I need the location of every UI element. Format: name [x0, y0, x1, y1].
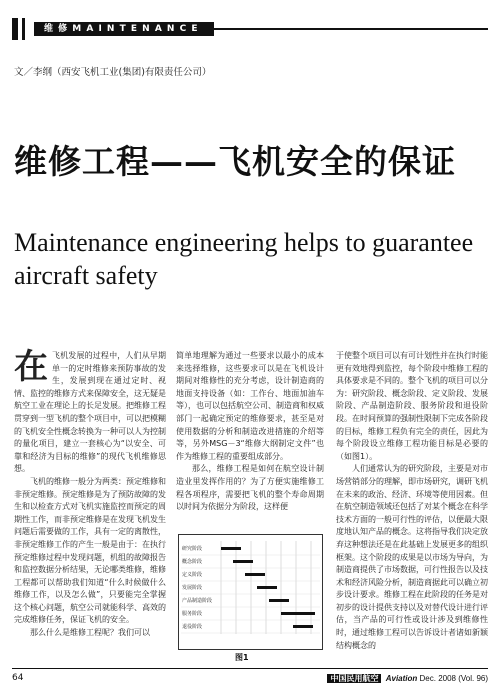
- paragraph: 飞机的维修一般分为两类：预定维修和非预定维修。预定维修是为了预防故障的发生和以检查方式对飞机实施监控而预定的周期性工作，而非预定维修是在发现飞机发生问题后需要做的工作，具有一定的离散性，非预定维修工作的产生一般是由于：在执行预定维修过程中发现问题，机组的故障报告和监控数据分析结果，无论哪类维修，维修工程都可以帮助我们知道“什么时候做什么维修工作，以及怎么做”，只要能完全掌握这个核心问题，航空公司就能科学、高效的完成维修任务，保证飞机的安全。: [14, 476, 166, 625]
- paragraph: 那么什么是维修工程呢？我们可以: [30, 628, 150, 638]
- issue-info: Dec. 2008 (Vol. 96): [419, 674, 488, 683]
- phase-bar: [269, 599, 289, 602]
- phase-label: 退役阶段: [182, 624, 203, 630]
- figure-caption: 图1: [235, 653, 249, 662]
- footer-masthead: [327, 673, 488, 684]
- phase-label: 服务阶段: [182, 611, 203, 617]
- phase-label: 发展阶段: [182, 585, 203, 591]
- column-1: [14, 347, 166, 640]
- phase-label: 概念阶段: [182, 559, 203, 565]
- title-english: Maintenance engineering helps to guarantee aircraft safety: [14, 228, 474, 290]
- phase-bar: [221, 547, 241, 550]
- phase-bar: [257, 586, 277, 589]
- header-rule: [214, 28, 488, 30]
- column-3: [336, 350, 488, 652]
- column-2: [176, 350, 324, 514]
- magazine-name: 中国民用航空: [327, 674, 381, 683]
- phase-bar: [293, 625, 313, 628]
- gantt-chart: [179, 535, 322, 649]
- magazine-brand: Aviation: [385, 674, 418, 683]
- paragraph: 简单地理解为通过一些要求以最小的成本来选择维修，这些要求可以是在飞机设计期间对维修性的充分考虑，设计制造商的地面支持设备（如：工作台、地面加油车等），也可以包括航空公司、制造商和权威部门一起确定预定的维修要求，甚至是对使用数据的分析和制造改进措施的介绍等等，另外MSG－3“维修大纲制定文件”也作为维修工程的重要组成部分。: [176, 351, 324, 461]
- page-number: 64: [12, 673, 24, 683]
- author-line: 文／李纲（西安飞机工业(集团)有限责任公司）: [14, 67, 212, 78]
- header-bar-thin: [22, 18, 25, 40]
- title-chinese: 维修工程——飞机安全的保证: [14, 142, 456, 181]
- paragraph: 飞机发展的过程中，人们从早期单一的定时维修来预防事故的发生，发展到现在通过定时、视情、监控的维修方式来保障安全，这无疑是航空工业在理论上的长足发展。把维修工程贯穿到一型飞机的整个项目中，可以把模糊的飞机安全性概念转换为一种可以人为控制的量化项目，建立一套核心为“以安全、可靠和经济为目标的维修”的现代飞机维修思想。: [14, 351, 166, 474]
- section-label: 维 修 M A I N T E N A N C E: [34, 22, 214, 36]
- paragraph: 人们通常认为的研究阶段，主要是对市场营销部分的理解，即市场研究，调研飞机在未来的政治、经济、环境等使用因素。但在航空制造领域还包括了对某个概念在科学技术方面的一般可行性的评估，以便最大限度地认知产品的概念。这将指导我们决定放弃这种想法还是在此基础上发展更多的组织框架。这个阶段的成果是以市场为导向，为制造商提供了市场数据，可行性报告以及技术和经济风险分析，制造商据此可以确立初步设计要求。维修工程在此阶段的任务是对初步的设计提供支持以及对替代设计进行评估，当产品的可行性或设计涉及到维修性时，通过维修工程可以告诉设计者诸如新颖结构概念的: [336, 464, 488, 650]
- phase-bar: [245, 573, 265, 576]
- footer-rule: [12, 668, 488, 669]
- paragraph: 那么，维修工程是如何在航空设计制造业里发挥作用的？为了方便实施维修工程各项程序，需要把飞机的整个寿命周期以时间为依据分为阶段，这样便: [176, 464, 324, 512]
- paragraph: 于使整个项目可以有可计划性并在执行时能更有效地得到监控，每个阶段中维修工程的具体要求是不同的。整个飞机的项目可以分为：研究阶段、概念阶段、定义阶段、发展阶段、产品制造阶段、服务阶段和退役阶段。在时间预算的强制性限制下完成各阶段的目标，维修工程负有完全的责任，因此为每个阶段设立维修工程功能目标是必要的（如图1）。: [336, 351, 488, 461]
- figure-1-gantt: [178, 534, 323, 650]
- section-header: [0, 18, 500, 40]
- phase-label: 定义阶段: [182, 572, 203, 578]
- phase-label: 产品制造阶段: [182, 598, 213, 604]
- phase-bar: [233, 560, 253, 563]
- drop-cap: 在: [14, 347, 48, 387]
- header-bar: [12, 18, 18, 40]
- phase-bar: [281, 612, 315, 615]
- phase-label: 研究阶段: [182, 546, 203, 552]
